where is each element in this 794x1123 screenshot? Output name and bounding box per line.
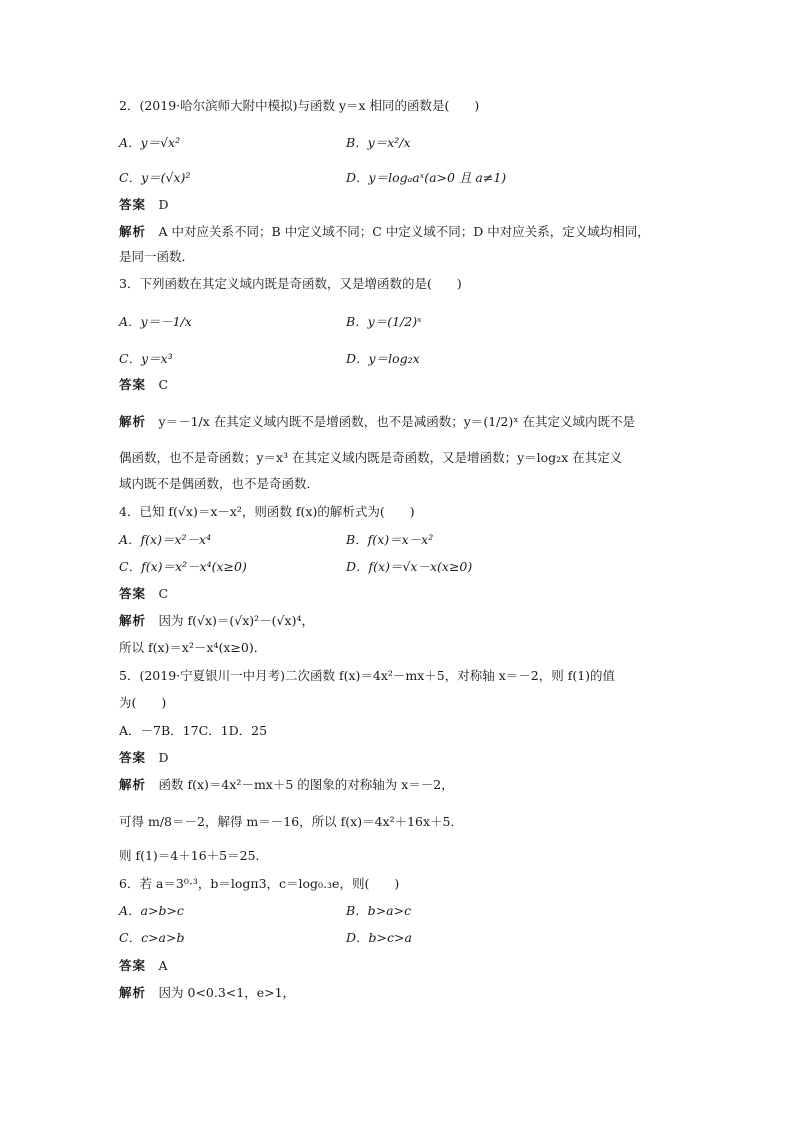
question-2-stem: 2．(2019·哈尔滨师大附中模拟)与函数 y＝x 相同的函数是( ) <box>119 98 480 113</box>
question-6-stem: 6．若 a＝3⁰·³，b＝logπ3，c＝log₀.₃e，则( ) <box>119 876 400 891</box>
question-2-analysis-line-1 <box>119 222 650 242</box>
answer-label: 答案 <box>119 750 147 765</box>
answer-label: 答案 <box>119 586 147 601</box>
analysis-label: 解析 <box>119 613 147 628</box>
question-6-option-a: A．a>b>c <box>119 903 184 918</box>
question-4-option-d: D．f(x)＝√x－x(x≥0) <box>346 559 473 574</box>
question-2-option-b: B．y＝x²/x <box>346 135 411 150</box>
question-2-option-c: C．y＝(√x)² <box>119 170 191 185</box>
question-4-stem: 4．已知 f(√x)＝x－x²，则函数 f(x)的解析式为( ) <box>119 504 415 519</box>
question-4-option-b: B．f(x)＝x－x² <box>346 532 434 547</box>
question-5-stem: 5．(2019·宁夏银川一中月考)二次函数 f(x)＝4x²－mx＋5，对称轴 x＝－2，则 f(1)的值 <box>119 668 616 683</box>
analysis-text: 函数 f(x)＝4x²－mx＋5 的图象的对称轴为 x＝－2， <box>158 777 454 792</box>
question-6-option-d: D．b>c>a <box>346 930 412 945</box>
question-4-option-a: A．f(x)＝x²－x⁴ <box>119 532 212 547</box>
question-5-analysis-line-2: 可得 m/8＝－2，解得 m＝－16，所以 f(x)＝4x²＋16x＋5． <box>119 814 464 829</box>
question-3-analysis-line-3: 域内既不是偶函数，也不是奇函数． <box>119 476 320 491</box>
question-6-option-c: C．c>a>b <box>119 930 185 945</box>
question-6-answer <box>119 956 168 976</box>
question-2-option-a: A．y＝√x² <box>119 135 181 150</box>
question-3-analysis-line-1 <box>119 412 635 432</box>
analysis-text: A 中对应关系不同；B 中定义域不同；C 中定义域不同；D 中对应关系，定义域均相同， <box>158 224 650 239</box>
answer-value: A <box>158 958 168 973</box>
analysis-label: 解析 <box>119 777 147 792</box>
answer-label: 答案 <box>119 197 147 212</box>
question-5-options: A．－7B．17C．1D．25 <box>119 723 268 738</box>
question-4-analysis-line-2: 所以 f(x)＝x²－x⁴(x≥0)． <box>119 640 267 655</box>
question-6-option-b: B．b>a>c <box>346 903 412 918</box>
question-5-stem-cont: 为( ) <box>119 695 167 710</box>
answer-value: C <box>158 586 169 601</box>
question-2-option-d: D．y＝logₐaˣ(a>0 且 a≠1) <box>346 170 507 185</box>
question-5-analysis-line-1 <box>119 775 454 795</box>
question-2-answer <box>119 195 169 215</box>
answer-label: 答案 <box>119 377 147 392</box>
analysis-text: 因为 0<0.3<1，e>1， <box>158 985 296 1000</box>
question-5-answer <box>119 748 169 768</box>
answer-label: 答案 <box>119 958 147 973</box>
analysis-label: 解析 <box>119 414 147 429</box>
question-3-option-d: D．y＝log₂x <box>346 351 420 366</box>
analysis-label: 解析 <box>119 985 147 1000</box>
question-3-answer <box>119 375 168 395</box>
answer-value: D <box>158 197 169 212</box>
question-6-analysis-line-1 <box>119 983 295 1003</box>
question-3-analysis-line-2: 偶函数，也不是奇函数；y＝x³ 在其定义域内既是奇函数，又是增函数；y＝log₂x 在其定义 <box>119 450 623 465</box>
question-4-option-c: C．f(x)＝x²－x⁴(x≥0) <box>119 559 247 574</box>
question-2-analysis-line-2: 是同一函数． <box>119 249 195 264</box>
question-3-option-c: C．y＝x³ <box>119 351 173 366</box>
analysis-text: y＝－1/x 在其定义域内既不是增函数，也不是减函数；y＝(1/2)ˣ 在其定义域内既不是 <box>158 414 635 429</box>
answer-value: C <box>158 377 169 392</box>
analysis-text: 因为 f(√x)＝(√x)²－(√x)⁴， <box>158 613 314 628</box>
question-3-option-a: A．y＝－1/x <box>119 314 192 329</box>
question-5-analysis-line-3: 则 f(1)＝4＋16＋5＝25． <box>119 848 269 863</box>
question-4-answer <box>119 584 168 604</box>
question-3-option-b: B．y＝(1/2)ˣ <box>346 314 422 329</box>
answer-value: D <box>158 750 169 765</box>
analysis-label: 解析 <box>119 224 147 239</box>
question-3-stem: 3．下列函数在其定义域内既是奇函数，又是增函数的是( ) <box>119 276 462 291</box>
question-4-analysis-line-1 <box>119 611 314 631</box>
